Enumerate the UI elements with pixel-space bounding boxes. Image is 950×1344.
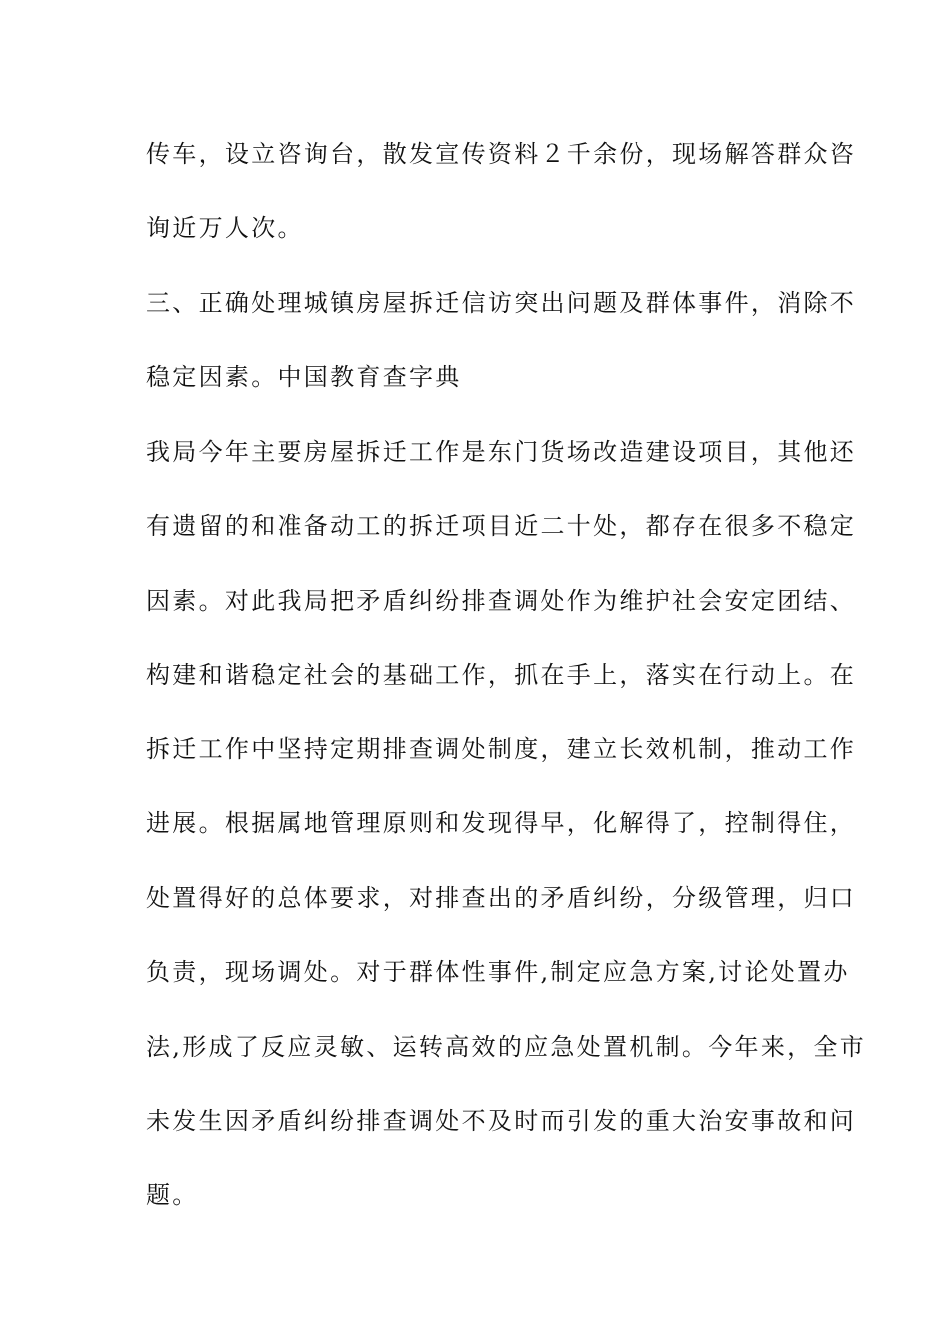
section-heading: 三、正确处理城镇房屋拆迁信访突出问题及群体事件，消除不 (146, 289, 857, 317)
text-line: 拆迁工作中坚持定期排查调处制度，建立长效机制，推动工作 (146, 735, 857, 763)
text-line: 因素。对此我局把矛盾纠纷排查调处作为维护社会安定团结、 (146, 587, 857, 615)
text-line: 构建和谐稳定社会的基础工作，抓在手上，落实在行动上。在 (146, 661, 857, 689)
text-line: 未发生因矛盾纠纷排查调处不及时而引发的重大治安事故和问 (146, 1107, 857, 1135)
section-heading: 稳定因素。中国教育查字典 (146, 363, 462, 391)
text-line: 询近万人次。 (146, 214, 304, 242)
text-line: 有遗留的和准备动工的拆迁项目近二十处，都存在很多不稳定 (146, 512, 857, 540)
text-line: 进展。根据属地管理原则和发现得早，化解得了，控制得住， (146, 809, 857, 837)
text-line: 传车，设立咨询台，散发宣传资料２千余份，现场解答群众咨 (146, 140, 857, 168)
text-line: 题。 (146, 1181, 199, 1209)
text-line: 处置得好的总体要求，对排查出的矛盾纠纷，分级管理，归口 (146, 884, 857, 912)
text-line: 我局今年主要房屋拆迁工作是东门货场改造建设项目，其他还 (146, 438, 857, 466)
text-line: 负责，现场调处。对于群体性事件,制定应急方案,讨论处置办 (146, 958, 850, 986)
text-line: 法,形成了反应灵敏、运转高效的应急处置机制。今年来，全市 (146, 1033, 867, 1061)
